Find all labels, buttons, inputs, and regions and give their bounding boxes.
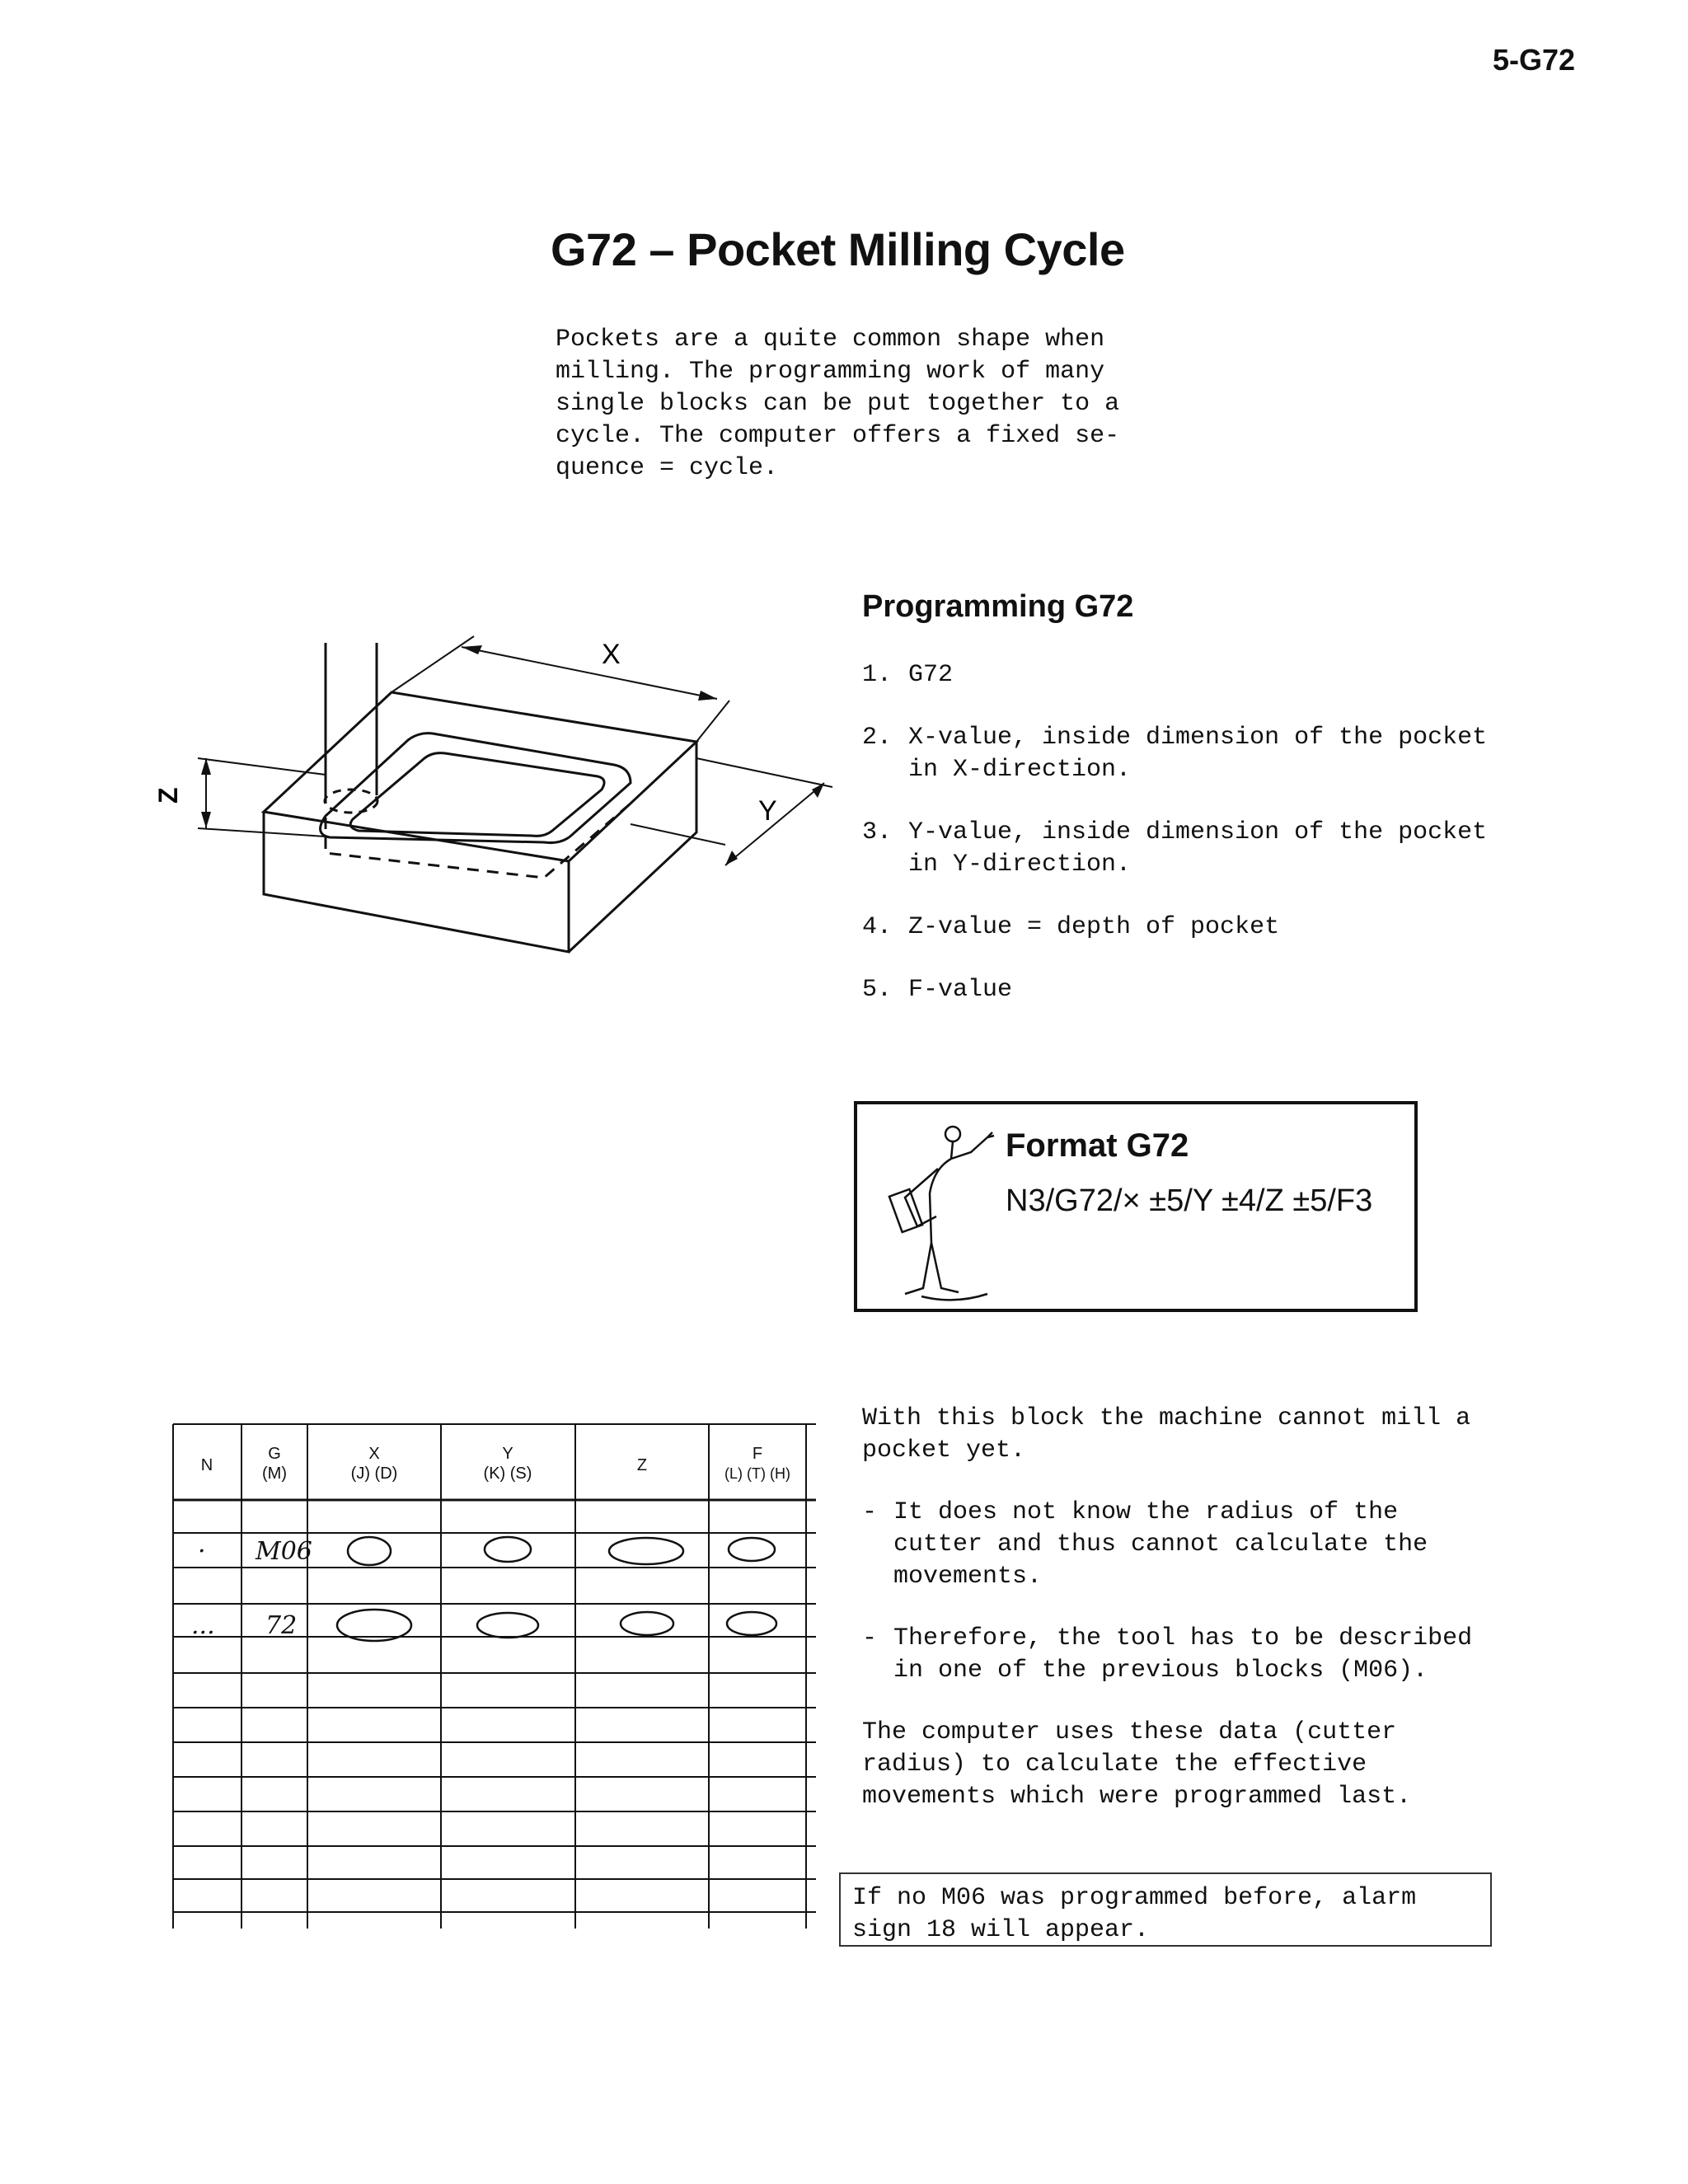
block-right-face xyxy=(569,742,696,952)
explanation-outro: The computer uses these data (cutter radius) to calculate the effective movements which were programmed last. xyxy=(862,1718,1412,1811)
pocket-inner-outline xyxy=(350,753,604,837)
header-z: Z xyxy=(636,1456,648,1474)
programming-heading: Programming G72 xyxy=(862,589,1134,624)
explanation-intro: With this block the machine cannot mill a pocket yet. xyxy=(862,1404,1471,1465)
pointing-man-illustration xyxy=(872,1119,996,1302)
list-item: 2. X-value, inside dimension of the pocket in X-direction. xyxy=(862,724,1488,784)
header-g: G xyxy=(268,1445,281,1463)
bullet-text: Therefore, the tool has to be described in one of the previous blocks (M06). xyxy=(893,1624,1473,1685)
programming-list xyxy=(862,659,1489,1037)
pocket-outline xyxy=(321,733,631,843)
y-label: Y xyxy=(758,795,777,827)
program-sheet-table xyxy=(173,1418,816,1929)
format-code: N3/G72/× ±5/Y ±4/Z ±5/F3 xyxy=(1006,1183,1373,1218)
row1-g: M06 xyxy=(256,1537,312,1566)
page-title: G72 – Pocket Milling Cycle xyxy=(551,223,1125,275)
alarm-note: If no M06 was programmed before, alarm sign 18 will appear. xyxy=(839,1872,1492,1947)
list-item: - It does not know the radius of the cutter and thus cannot calculate the movements. xyxy=(862,1497,1489,1593)
list-item: 1. G72 xyxy=(862,661,954,689)
x-label: X xyxy=(602,639,621,670)
z-label: Z xyxy=(153,787,183,804)
page-code: 5-G72 xyxy=(1492,43,1575,77)
x-dimension-line xyxy=(462,647,717,699)
table-grid xyxy=(173,1424,816,1929)
list-item: 3. Y-value, inside dimension of the pocket in Y-direction. xyxy=(862,818,1488,879)
intro-paragraph: Pockets are a quite common shape when milling. The programming work of many single blocks can be put together to a cycle. The computer offers a fixed se- quence = cycle. xyxy=(556,326,1120,482)
header-x: X xyxy=(368,1445,380,1463)
header-g-sub: (M) xyxy=(262,1465,287,1483)
format-box xyxy=(854,1101,1418,1312)
header-n: N xyxy=(200,1456,213,1474)
list-item: 4. Z-value = depth of pocket xyxy=(862,913,1280,941)
header-y: Y xyxy=(502,1445,513,1463)
row2-g: 72 xyxy=(265,1611,298,1640)
header-x-sub: (J) (D) xyxy=(350,1465,398,1483)
format-title: Format G72 xyxy=(1006,1127,1189,1164)
list-item: - Therefore, the tool has to be described in one of the previous blocks (M06). xyxy=(862,1623,1489,1687)
explanation-text xyxy=(862,1403,1489,1843)
list-item: 5. F-value xyxy=(862,976,1013,1004)
pocket-diagram xyxy=(153,639,841,956)
row2-n: ... xyxy=(191,1611,215,1640)
header-f: F xyxy=(752,1445,763,1463)
handwritten-placeholders xyxy=(337,1537,776,1641)
bullet-text: It does not know the radius of the cutter and thus cannot calculate the movements. xyxy=(893,1498,1428,1591)
row1-n: · xyxy=(198,1537,206,1566)
header-y-sub: (K) (S) xyxy=(483,1465,532,1483)
header-f-sub: (L) (T) (H) xyxy=(724,1465,790,1482)
